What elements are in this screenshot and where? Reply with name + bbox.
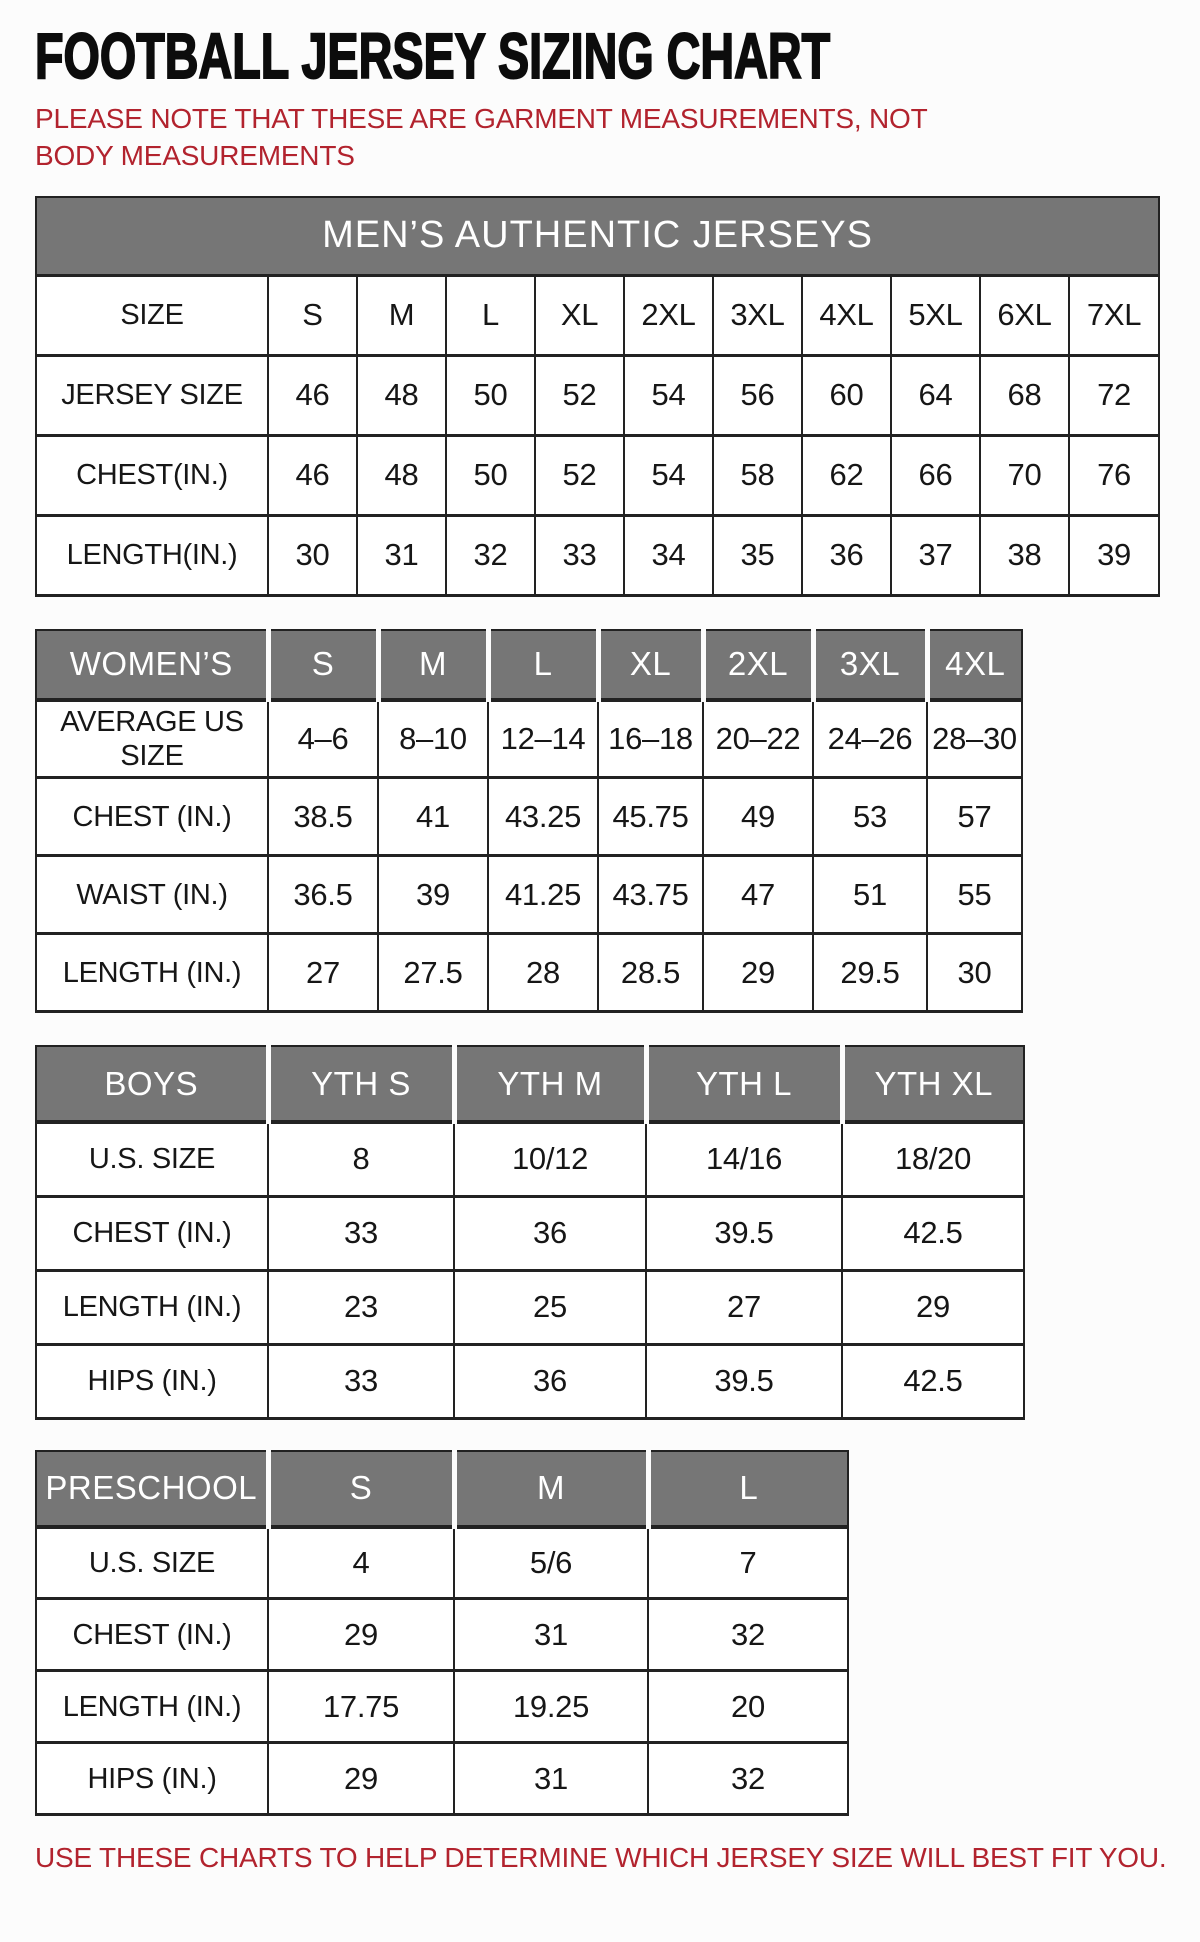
row-label: LENGTH (IN.) [36,934,268,1012]
womens-sizing-table [35,629,1023,1014]
table-cell: 43.25 [488,778,598,856]
table-cell: 50 [446,435,535,515]
table-cell: 36 [454,1196,646,1270]
column-header: YTH XL [842,1046,1024,1122]
table-title-cell: WOMEN’S [36,630,268,700]
column-header: L [648,1451,848,1527]
column-header: 3XL [813,630,927,700]
table-cell: L [446,275,535,355]
table-cell: 38.5 [268,778,378,856]
table-cell: 45.75 [598,778,703,856]
table-cell: 7XL [1069,275,1159,355]
table-cell: 49 [703,778,813,856]
table-cell: 29 [268,1599,454,1671]
table-cell: 50 [446,355,535,435]
table-cell: 4 [268,1527,454,1599]
table-cell: 60 [802,355,891,435]
table-cell: 30 [268,515,357,595]
table-row [36,1344,1024,1418]
table-row [36,778,1022,856]
row-label: CHEST (IN.) [36,1196,268,1270]
row-label: LENGTH (IN.) [36,1270,268,1344]
table-cell: 36 [802,515,891,595]
table-cell: 38 [980,515,1069,595]
table-cell: 29 [268,1743,454,1815]
table-header-row [36,1451,848,1527]
table-cell: 36.5 [268,856,378,934]
row-label: CHEST(IN.) [36,435,268,515]
column-header: XL [598,630,703,700]
table-cell: 42.5 [842,1344,1024,1418]
table-cell: 4–6 [268,700,378,778]
table-cell: 4XL [802,275,891,355]
page-title: FOOTBALL JERSEY SIZING CHART [35,20,831,92]
row-label: CHEST (IN.) [36,778,268,856]
table-cell: 24–26 [813,700,927,778]
row-label: WAIST (IN.) [36,856,268,934]
table-cell: 32 [648,1599,848,1671]
table-cell: 58 [713,435,802,515]
table-cell: 31 [454,1743,648,1815]
table-row [36,1671,848,1743]
table-cell: 27.5 [378,934,488,1012]
table-cell: 42.5 [842,1196,1024,1270]
table-cell: 70 [980,435,1069,515]
footer-note: USE THESE CHARTS TO HELP DETERMINE WHICH JERSEY SIZE WILL BEST FIT YOU. [35,1842,1167,1873]
garment-measurement-note: PLEASE NOTE THAT THESE ARE GARMENT MEASUREMENTS, NOT BODY MEASUREMENTS [35,103,928,171]
table-cell: 12–14 [488,700,598,778]
table-row [36,1527,848,1599]
table-cell: 10/12 [454,1122,646,1196]
table-cell: 33 [268,1196,454,1270]
table-row [36,1599,848,1671]
preschool-sizing-table [35,1450,849,1817]
table-cell: 16–18 [598,700,703,778]
row-label: HIPS (IN.) [36,1743,268,1815]
table-cell: 8–10 [378,700,488,778]
table-cell: 2XL [624,275,713,355]
table-cell: 29 [842,1270,1024,1344]
table-cell: 57 [927,778,1022,856]
boys-sizing-table [35,1045,1025,1420]
table-cell: 27 [646,1270,842,1344]
table-cell: 37 [891,515,980,595]
table-cell: 64 [891,355,980,435]
table-cell: S [268,275,357,355]
table-cell: 32 [446,515,535,595]
column-header: YTH M [454,1046,646,1122]
table-cell: 28–30 [927,700,1022,778]
table-row [36,1270,1024,1344]
table-cell: 47 [703,856,813,934]
table-cell: 25 [454,1270,646,1344]
column-header: YTH S [268,1046,454,1122]
table-cell: 51 [813,856,927,934]
row-label: LENGTH(IN.) [36,515,268,595]
row-label: SIZE [36,275,268,355]
table-cell: 5XL [891,275,980,355]
table-cell: 46 [268,355,357,435]
table-cell: 54 [624,355,713,435]
column-header: L [488,630,598,700]
table-cell: M [357,275,446,355]
table-cell: 14/16 [646,1122,842,1196]
table-cell: 34 [624,515,713,595]
table-cell: 17.75 [268,1671,454,1743]
column-header: M [378,630,488,700]
table-cell: 39.5 [646,1196,842,1270]
row-label: U.S. SIZE [36,1527,268,1599]
table-cell: 32 [648,1743,848,1815]
table-cell: 62 [802,435,891,515]
table-cell: 66 [891,435,980,515]
row-label: HIPS (IN.) [36,1344,268,1418]
table-cell: 6XL [980,275,1069,355]
column-header: 4XL [927,630,1022,700]
table-cell: 19.25 [454,1671,648,1743]
table-row [36,355,1159,435]
table-cell: 41.25 [488,856,598,934]
table-cell: 28.5 [598,934,703,1012]
table-cell: 3XL [713,275,802,355]
table-cell: 31 [357,515,446,595]
table-row [36,435,1159,515]
table-cell: 56 [713,355,802,435]
table-cell: 29 [703,934,813,1012]
table-row [36,856,1022,934]
table-cell: XL [535,275,624,355]
table-header-row [36,1046,1024,1122]
table-cell: 48 [357,355,446,435]
table-cell: 5/6 [454,1527,648,1599]
table-header-row [36,630,1022,700]
table-cell: 18/20 [842,1122,1024,1196]
table-row [36,934,1022,1012]
table-cell: 33 [268,1344,454,1418]
table-cell: 20–22 [703,700,813,778]
table-cell: 36 [454,1344,646,1418]
table-cell: 27 [268,934,378,1012]
table-banner: MEN’S AUTHENTIC JERSEYS [36,197,1159,275]
table-cell: 8 [268,1122,454,1196]
table-row [36,1743,848,1815]
table-cell: 53 [813,778,927,856]
table-cell: 7 [648,1527,848,1599]
table-cell: 68 [980,355,1069,435]
table-cell: 46 [268,435,357,515]
table-title-cell: BOYS [36,1046,268,1122]
table-row [36,1122,1024,1196]
table-cell: 43.75 [598,856,703,934]
mens-authentic-jerseys-table [35,196,1160,597]
table-title-cell: PRESCHOOL [36,1451,268,1527]
table-cell: 76 [1069,435,1159,515]
table-cell: 55 [927,856,1022,934]
column-header: YTH L [646,1046,842,1122]
table-cell: 54 [624,435,713,515]
table-cell: 35 [713,515,802,595]
table-banner-row [36,197,1159,275]
table-row [36,515,1159,595]
table-cell: 52 [535,355,624,435]
table-cell: 41 [378,778,488,856]
column-header: 2XL [703,630,813,700]
table-cell: 39 [378,856,488,934]
row-label: AVERAGE US SIZE [36,700,268,778]
table-row [36,1196,1024,1270]
table-row [36,700,1022,778]
table-cell: 52 [535,435,624,515]
table-cell: 72 [1069,355,1159,435]
table-cell: 39.5 [646,1344,842,1418]
row-label: U.S. SIZE [36,1122,268,1196]
column-header: M [454,1451,648,1527]
table-cell: 31 [454,1599,648,1671]
table-cell: 20 [648,1671,848,1743]
table-cell: 39 [1069,515,1159,595]
table-cell: 23 [268,1270,454,1344]
table-cell: 28 [488,934,598,1012]
table-cell: 30 [927,934,1022,1012]
row-label: JERSEY SIZE [36,355,268,435]
table-cell: 48 [357,435,446,515]
table-row [36,275,1159,355]
table-cell: 29.5 [813,934,927,1012]
row-label: CHEST (IN.) [36,1599,268,1671]
column-header: S [268,1451,454,1527]
column-header: S [268,630,378,700]
table-cell: 33 [535,515,624,595]
row-label: LENGTH (IN.) [36,1671,268,1743]
